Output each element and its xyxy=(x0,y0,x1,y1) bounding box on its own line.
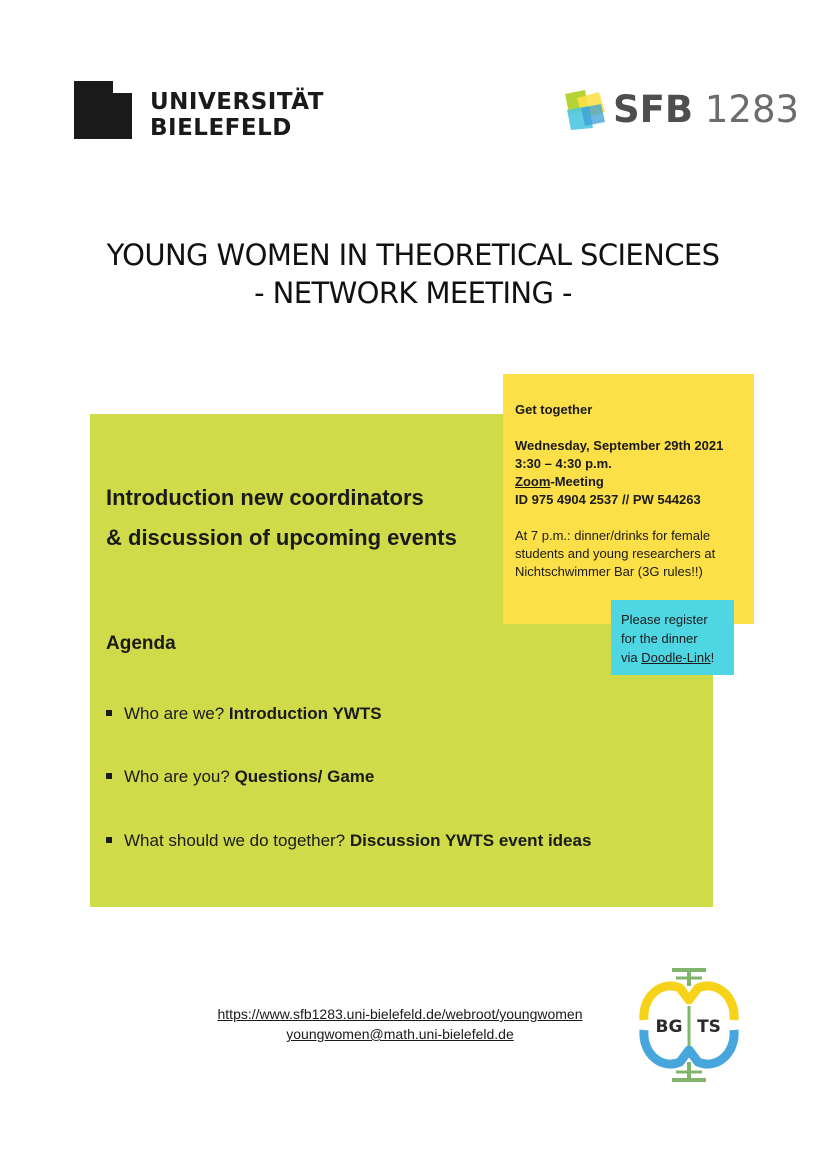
agenda-item-bold: Discussion YWTS event ideas xyxy=(349,831,592,850)
zoom-meeting-line xyxy=(515,473,751,491)
agenda-item-text: Who are we? xyxy=(124,704,229,723)
sfb-logo-text xyxy=(613,88,799,132)
intro-heading xyxy=(106,478,457,558)
event-date: Wednesday, September 29th 2021 xyxy=(515,438,724,453)
intro-line1: Introduction new coordinators xyxy=(106,485,424,510)
doodle-link[interactable]: Doodle-Link xyxy=(641,650,711,665)
bgts-logo-left-text: BG xyxy=(655,1017,683,1037)
dinner-line2: students and young researchers at xyxy=(515,546,716,561)
agenda-item xyxy=(106,704,382,724)
agenda-item-text: Who are you? xyxy=(124,767,235,786)
meeting-id: ID 975 4904 2537 // PW 544263 xyxy=(515,492,701,507)
zoom-link[interactable]: Zoom xyxy=(515,474,551,489)
title-line2: - NETWORK MEETING - xyxy=(254,276,572,310)
register-line3-suffix: ! xyxy=(710,650,715,665)
intro-line2: & discussion of upcoming events xyxy=(106,525,457,550)
event-heading: Get together xyxy=(515,402,593,417)
bullet-icon xyxy=(106,710,112,716)
bgts-logo-right-text: TS xyxy=(697,1017,721,1037)
register-line3 xyxy=(621,648,733,667)
bullet-icon xyxy=(106,773,112,779)
website-link[interactable]: https://www.sfb1283.uni-bielefeld.de/webroot/youngwomen xyxy=(217,1006,583,1022)
agenda-item-bold: Introduction YWTS xyxy=(228,704,382,723)
dinner-line1: At 7 p.m.: dinner/drinks for female xyxy=(515,528,711,543)
zoom-meeting-suffix: -Meeting xyxy=(550,474,604,489)
agenda-heading: Agenda xyxy=(106,633,176,654)
event-info-text xyxy=(515,401,751,581)
title-line1: YOUNG WOMEN IN THEORETICAL SCIENCES xyxy=(106,238,720,272)
sfb-logo-icon xyxy=(563,88,609,130)
page-title xyxy=(0,236,826,312)
agenda-item-text: What should we do together? xyxy=(124,831,350,850)
uni-bielefeld-logo-text xyxy=(150,89,324,141)
dinner-line3: Nichtschwimmer Bar (3G rules!!) xyxy=(515,564,703,579)
bullet-icon xyxy=(106,837,112,843)
sfb-logo-prefix: SFB xyxy=(613,88,694,131)
register-line3-prefix: via xyxy=(621,650,642,665)
event-time: 3:30 – 4:30 p.m. xyxy=(515,456,612,471)
uni-logo-line1: UNIVERSITÄT xyxy=(150,89,324,115)
agenda-item xyxy=(106,767,374,787)
uni-bielefeld-logo-notch xyxy=(113,81,132,93)
sfb-logo-number: 1283 xyxy=(704,88,800,131)
register-line1: Please register xyxy=(621,612,708,627)
bgts-logo-icon xyxy=(636,966,742,1084)
uni-logo-line2: BIELEFELD xyxy=(150,115,292,141)
register-line2: for the dinner xyxy=(621,631,698,646)
footer-links xyxy=(150,1004,650,1044)
agenda-item xyxy=(106,831,591,851)
register-text xyxy=(621,610,733,667)
email-link[interactable]: youngwomen@math.uni-bielefeld.de xyxy=(286,1026,514,1042)
agenda-item-bold: Questions/ Game xyxy=(234,767,375,786)
